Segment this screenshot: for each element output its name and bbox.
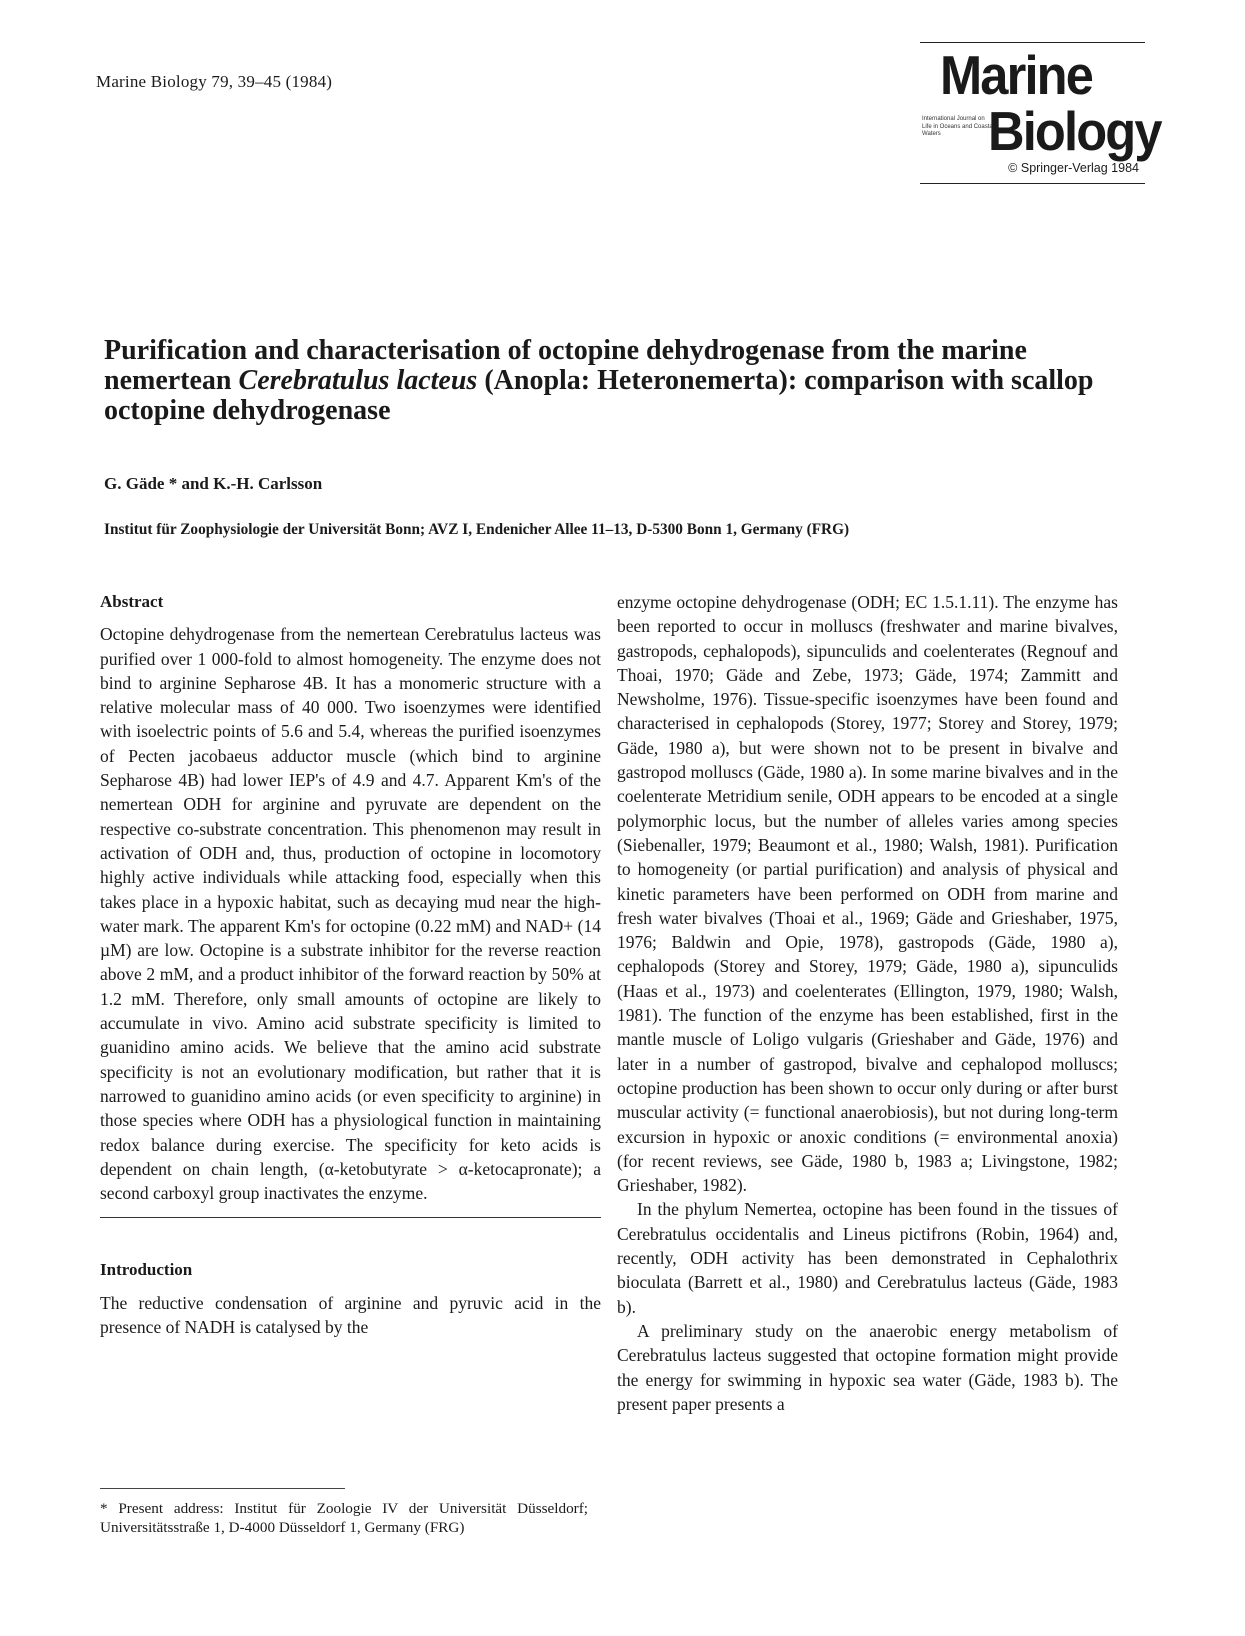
journal-logo	[920, 42, 1161, 192]
logo-top-rule	[920, 42, 1145, 43]
abstract-divider	[100, 1217, 601, 1218]
introduction-text-left: The reductive condensation of arginine and pyruvic acid in the presence of NADH is catalysed by the	[100, 1292, 601, 1338]
footnote: * Present address: Institut für Zoologie IV der Universität Düsseldorf; Universitätsstraße 1, D-4000 Düsseldorf 1, Germany (FRG)	[100, 1500, 588, 1536]
affiliation: Institut für Zoophysiologie der Universität Bonn; AVZ I, Endenicher Allee 11–13, D-5300 Bonn 1, Germany (FRG)	[104, 521, 850, 538]
abstract-heading: Abstract	[100, 592, 164, 611]
footnote-divider	[100, 1488, 345, 1489]
journal-citation: Marine Biology 79, 39–45 (1984)	[96, 72, 333, 91]
introduction-paragraph-2: In the phylum Nemertea, octopine has been found in the tissues of Cerebratulus occidentalis and Lineus pictifrons (Robin, 1964) and, recently, ODH activity has been demonstrated in Cephalothrix bioculata (Barrett et al., 1980) and Cerebratulus lacteus (Gäde, 1983 b).	[617, 1199, 1118, 1317]
left-column	[100, 590, 601, 1339]
logo-biology-text: Biology	[988, 100, 1161, 162]
logo-marine-text: Marine	[940, 44, 1093, 106]
introduction-heading: Introduction	[100, 1260, 193, 1280]
authors: G. Gäde * and K.-H. Carlsson	[104, 474, 323, 493]
right-column	[617, 590, 1118, 1416]
title-species: Cerebratulus lacteus	[238, 365, 478, 396]
title-part1: Purification and characterisation of octopine dehydrogenase from the marine nemertean	[104, 335, 1027, 396]
abstract-text: Octopine dehydrogenase from the nemertean Cerebratulus lacteus was purified over 1 000-fold to almost homogeneity. The enzyme does not bind to arginine Sepharose 4B. It has a monomeric structure with a relative molecular mass of 40 000. Two isoenzymes were identified with isoelectric points of 5.6 and 5.4, whereas the purified isoenzymes of Pecten jacobaeus adductor muscle (which bind to arginine Sepharose 4B) had lower IEP's of 4.9 and 4.7. Apparent Km's of the nemertean ODH for arginine and pyruvate are dependent on the respective co-substrate concentration. This phenomenon may result in activation of ODH and, thus, production of octopine in locomotory highly active individuals while attacking food, especially when this takes place in a hypoxic habitat, such as decaying mud near the high-water mark. The apparent Km's for octopine (0.22 mM) and NAD+ (14 µM) are low. Octopine is a substrate inhibitor for the reverse reaction above 2 mM, and a product inhibitor of the forward reaction by 50% at 1.2 mM. Therefore, only small amounts of octopine are likely to accumulate in vivo. Amino acid substrate specificity is limited to guanidino amino acids. We believe that the amino acid substrate specificity is not an evolutionary modification, but rather that it is narrowed to guanidino amino acids (or even specificity to arginine) in those species where ODH has a physiological function in maintaining redox balance during exercise. The specificity for keto acids is dependent on chain length, (α-ketobutyrate > α-ketocapronate); a second carboxyl group inactivates the enzyme.	[100, 624, 601, 1204]
introduction-paragraph-1: enzyme octopine dehydrogenase (ODH; EC 1.5.1.11). The enzyme has been reported to occur in molluscs (freshwater and marine bivalves, gastropods, cephalopods), sipunculids and coelenterates (Regnouf and Thoai, 1970; Gäde and Zebe, 1973; Gäde, 1974; Zammitt and Newsholme, 1976). Tissue-specific isoenzymes have been found and characterised in cephalopods (Storey, 1977; Storey and Storey, 1979; Gäde, 1980 a), but were shown not to be present in bivalve and gastropod molluscs (Gäde, 1980 a). In some marine bivalves and in the coelenterate Metridium senile, ODH appears to be encoded at a single polymorphic locus, but the number of alleles varies among species (Siebenaller, 1979; Beaumont et al., 1980; Walsh, 1981). Purification to homogeneity (or partial purification) and analysis of physical and kinetic parameters have been performed on ODH from marine and fresh water bivalves (Thoai et al., 1969; Gäde and Grieshaber, 1975, 1976; Baldwin and Opie, 1978), gastropods (Gäde, 1980 a), cephalopods (Storey and Storey, 1979; Gäde, 1980 a), sipunculids (Haas et al., 1973) and coelenterates (Ellington, 1979, 1980; Walsh, 1981). The function of the enzyme has been established, first in the mantle muscle of Loligo vulgaris (Grieshaber and Gäde, 1976) and later in a number of gastropod, bivalve and cephalopod molluscs; octopine production has been shown to occur only during or after burst muscular activity (= functional anaerobiosis), but not during long-term excursion in hypoxic or anoxic conditions (= environmental anoxia) (for recent reviews, see Gäde, 1980 b, 1983 a; Livingstone, 1982; Grieshaber, 1982).	[617, 592, 1118, 1196]
logo-bottom-rule	[920, 183, 1145, 184]
logo-copyright: © Springer-Verlag 1984	[1008, 161, 1139, 175]
introduction-paragraph-3: A preliminary study on the anaerobic energy metabolism of Cerebratulus lacteus suggested that octopine formation might provide the energy for swimming in hypoxic sea water (Gäde, 1983 b). The present paper presents a	[617, 1320, 1118, 1414]
logo-subtitle: International Journal on Life in Oceans and Coastal Waters	[922, 116, 995, 137]
title-part2: (Anopla: Heteronemerta): comparison with scallop octopine dehydrogenase	[104, 365, 1094, 426]
paper-title	[104, 336, 1144, 426]
